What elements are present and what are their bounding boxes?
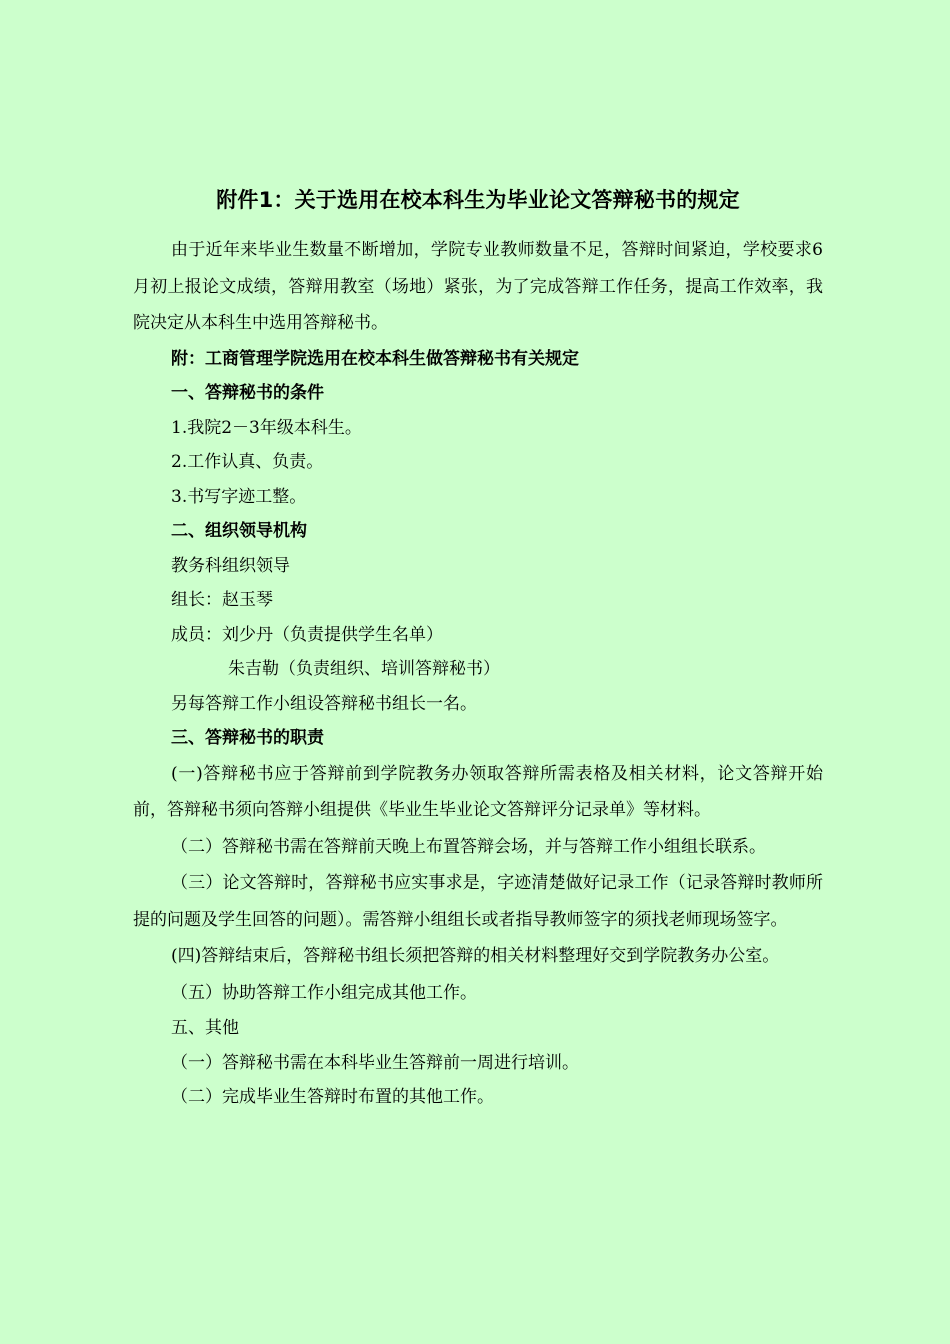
duty-paragraph: (四)答辩结束后，答辩秘书组长须把答辩的相关材料整理好交到学院教务办公室。 (171, 946, 780, 966)
other-item: （二）完成毕业生答辩时布置的其他工作。 (171, 1087, 494, 1107)
duty-paragraph: （二）答辩秘书需在答辩前天晚上布置答辩会场，并与答辩工作小组组长联系。 (171, 836, 766, 857)
condition-item: 3.书写字迹工整。 (171, 486, 307, 507)
document-page (133, 178, 823, 1115)
condition-item: 2.工作认真、负责。 (171, 452, 324, 472)
other-item: （一）答辩秘书需在本科毕业生答辩前一周进行培训。 (171, 1052, 579, 1073)
member-line: 成员：刘少丹（负责提供学生名单） (171, 624, 443, 645)
duty-paragraph: （三）论文答辩时，答辩秘书应实事求是，字迹清楚做好记录工作（记录答辩时教师所提的问题及学生回答的问题）。需答辩小组组长或者指导教师签字的须找老师现场签字。 (133, 873, 823, 930)
note-line: 另每答辩工作小组设答辩秘书组长一名。 (171, 693, 477, 714)
condition-item: 1.我院2－3年级本科生。 (171, 417, 362, 438)
org-line: 教务科组织领导 (171, 555, 290, 576)
section2-heading: 二、组织领导机构 (171, 521, 307, 541)
section3-heading: 三、答辩秘书的职责 (171, 728, 324, 748)
duty-paragraph: （五）协助答辩工作小组完成其他工作。 (171, 982, 477, 1003)
duty-paragraph: (一)答辩秘书应于答辩前到学院教务办领取答辩所需表格及相关材料，论文答辩开始前，答辩秘书须向答辩小组提供《毕业生毕业论文答辩评分记录单》等材料。 (133, 763, 823, 820)
intro-paragraph: 由于近年来毕业生数量不断增加，学院专业教师数量不足，答辩时间紧迫，学校要求6月初上报论文成绩，答辩用教室（场地）紧张，为了完成答辩工作任务，提高工作效率，我院决定从本科生中选用答辩秘书。 (133, 240, 823, 333)
member-line: 朱吉勒（负责组织、培训答辩秘书） (228, 659, 500, 679)
section1-heading: 一、答辩秘书的条件 (171, 383, 324, 403)
section5-heading: 五、其他 (171, 1018, 239, 1038)
leader-line: 组长：赵玉琴 (171, 590, 273, 610)
appendix-heading: 附：工商管理学院选用在校本科生做答辩秘书有关规定 (171, 348, 579, 369)
document-title: 附件1：关于选用在校本科生为毕业论文答辩秘书的规定 (216, 188, 740, 212)
